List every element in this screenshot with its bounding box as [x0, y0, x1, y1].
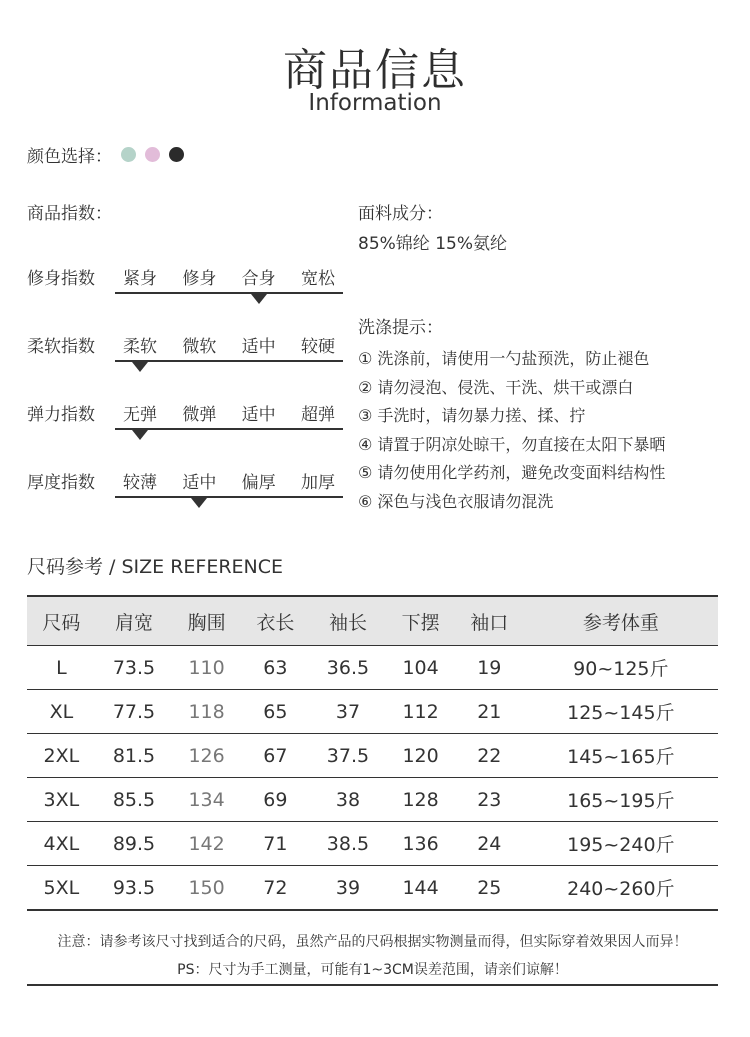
index-option: 宽松 [300, 269, 335, 289]
wash-item: ① 洗涤前，请使用一勺盐预洗，防止褪色 [358, 349, 650, 368]
color-swatch-black[interactable] [169, 147, 184, 162]
index-option: 无弹 [123, 405, 157, 425]
table-cell: 85.5 [96, 778, 173, 822]
index-option: 柔软 [123, 337, 157, 357]
table-cell: 104 [386, 646, 455, 690]
col-header: 袖长 [310, 596, 387, 646]
col-header: 下摆 [386, 596, 455, 646]
col-header: 袖口 [455, 596, 524, 646]
table-cell: 81.5 [96, 734, 173, 778]
table-cell: 67 [241, 734, 310, 778]
table-row [27, 646, 718, 690]
index-name: 厚度指数 [27, 473, 95, 493]
table-cell: 4XL [27, 822, 96, 866]
index-option: 较薄 [123, 473, 157, 493]
index-scale [115, 468, 343, 493]
table-cell: 136 [386, 822, 455, 866]
page-title: 商品信息 [283, 45, 467, 96]
index-scale-line [115, 292, 343, 294]
index-option: 紧身 [123, 269, 157, 289]
index-marker-icon [191, 498, 207, 508]
table-cell: 110 [172, 646, 241, 690]
table-cell: 71 [241, 822, 310, 866]
fabric-label: 面料成分： [358, 204, 443, 224]
index-option: 适中 [241, 337, 276, 357]
table-cell: 72 [241, 866, 310, 911]
table-cell: 142 [172, 822, 241, 866]
table-cell: 3XL [27, 778, 96, 822]
index-marker-icon [251, 294, 267, 304]
index-option: 微弹 [182, 405, 217, 425]
index-name: 弹力指数 [27, 405, 95, 425]
note-line: 注意：请参考该尺寸找到适合的尺码，虽然产品的尺码根据实物测量而得，但实际穿着效果因人而异！ [57, 934, 688, 950]
table-cell: XL [27, 690, 96, 734]
col-header: 肩宽 [96, 596, 173, 646]
table-cell: 36.5 [310, 646, 387, 690]
index-option: 微软 [182, 337, 217, 357]
table-cell: 73.5 [96, 646, 173, 690]
table-cell: 2XL [27, 734, 96, 778]
table-cell: 93.5 [96, 866, 173, 911]
col-header: 胸围 [172, 596, 241, 646]
color-swatch-pink[interactable] [145, 147, 160, 162]
index-scale [115, 332, 343, 357]
table-cell: 65 [241, 690, 310, 734]
table-cell: 145~165斤 [524, 734, 718, 778]
table-cell: L [27, 646, 96, 690]
wash-label: 洗涤提示： [358, 318, 443, 338]
table-cell: 195~240斤 [524, 822, 718, 866]
table-cell: 165~195斤 [524, 778, 718, 822]
col-header: 衣长 [241, 596, 310, 646]
wash-item: ④ 请置于阴凉处晾干，勿直接在太阳下暴晒 [358, 434, 666, 454]
size-reference-title: 尺码参考 / SIZE REFERENCE [27, 556, 284, 578]
elasticity-index [27, 400, 335, 450]
table-cell: 5XL [27, 866, 96, 911]
table-header-row [27, 596, 718, 646]
size-table [27, 595, 718, 911]
softness-index [27, 332, 335, 382]
index-scale-line [115, 496, 343, 498]
note-line: PS：尺寸为手工测量，可能有1~3CM误差范围，请亲们谅解！ [177, 962, 568, 978]
bottom-divider [27, 984, 718, 986]
thickness-index [27, 468, 335, 518]
table-cell: 23 [455, 778, 524, 822]
index-scale-line [115, 360, 343, 362]
table-cell: 22 [455, 734, 524, 778]
table-cell: 37.5 [310, 734, 387, 778]
table-cell: 63 [241, 646, 310, 690]
index-section-label: 商品指数： [27, 204, 112, 224]
size-notes [27, 928, 718, 984]
table-cell: 89.5 [96, 822, 173, 866]
table-cell: 112 [386, 690, 455, 734]
index-scale [115, 264, 343, 289]
table-cell: 240~260斤 [524, 866, 718, 911]
col-header: 尺码 [27, 596, 96, 646]
index-option: 加厚 [300, 473, 335, 493]
table-cell: 128 [386, 778, 455, 822]
fit-index [27, 264, 335, 314]
index-name: 柔软指数 [27, 337, 95, 357]
index-name: 修身指数 [27, 269, 95, 289]
wash-item: ② 请勿浸泡、侵洗、干洗、烘干或漂白 [358, 377, 634, 397]
color-selector [27, 142, 184, 167]
table-row [27, 866, 718, 911]
table-cell: 38.5 [310, 822, 387, 866]
index-option: 适中 [182, 473, 217, 493]
table-row [27, 822, 718, 866]
table-cell: 37 [310, 690, 387, 734]
index-option: 较硬 [300, 337, 335, 357]
table-cell: 25 [455, 866, 524, 911]
index-option: 偏厚 [241, 473, 276, 493]
index-option: 适中 [241, 405, 276, 425]
table-cell: 144 [386, 866, 455, 911]
wash-item: ⑥ 深色与浅色衣服请勿混洗 [358, 491, 554, 511]
wash-item: ⑤ 请勿使用化学药剂，避免改变面料结构性 [358, 463, 666, 482]
wash-instructions [358, 345, 665, 516]
table-row [27, 734, 718, 778]
table-cell: 38 [310, 778, 387, 822]
table-cell: 120 [386, 734, 455, 778]
table-cell: 19 [455, 646, 524, 690]
index-marker-icon [132, 362, 148, 372]
table-cell: 39 [310, 866, 387, 911]
table-cell: 126 [172, 734, 241, 778]
index-option: 修身 [182, 269, 217, 289]
table-cell: 134 [172, 778, 241, 822]
index-option: 合身 [241, 269, 276, 289]
table-cell: 21 [455, 690, 524, 734]
index-scale [115, 400, 343, 425]
table-row [27, 690, 718, 734]
table-cell: 24 [455, 822, 524, 866]
index-marker-icon [132, 430, 148, 440]
col-header: 参考体重 [524, 596, 718, 646]
table-cell: 77.5 [96, 690, 173, 734]
wash-item: ③ 手洗时，请勿暴力搓、揉、拧 [358, 406, 586, 425]
index-scale-line [115, 428, 343, 430]
color-label: 颜色选择： [27, 147, 112, 167]
table-cell: 150 [172, 866, 241, 911]
fabric-composition: 85%锦纶 15%氨纶 [358, 234, 507, 254]
table-cell: 118 [172, 690, 241, 734]
table-cell: 69 [241, 778, 310, 822]
table-row [27, 778, 718, 822]
color-swatch-mint[interactable] [121, 147, 136, 162]
index-option: 超弹 [300, 405, 335, 425]
table-cell: 90~125斤 [524, 646, 718, 690]
page-subtitle: Information [308, 90, 442, 116]
table-cell: 125~145斤 [524, 690, 718, 734]
